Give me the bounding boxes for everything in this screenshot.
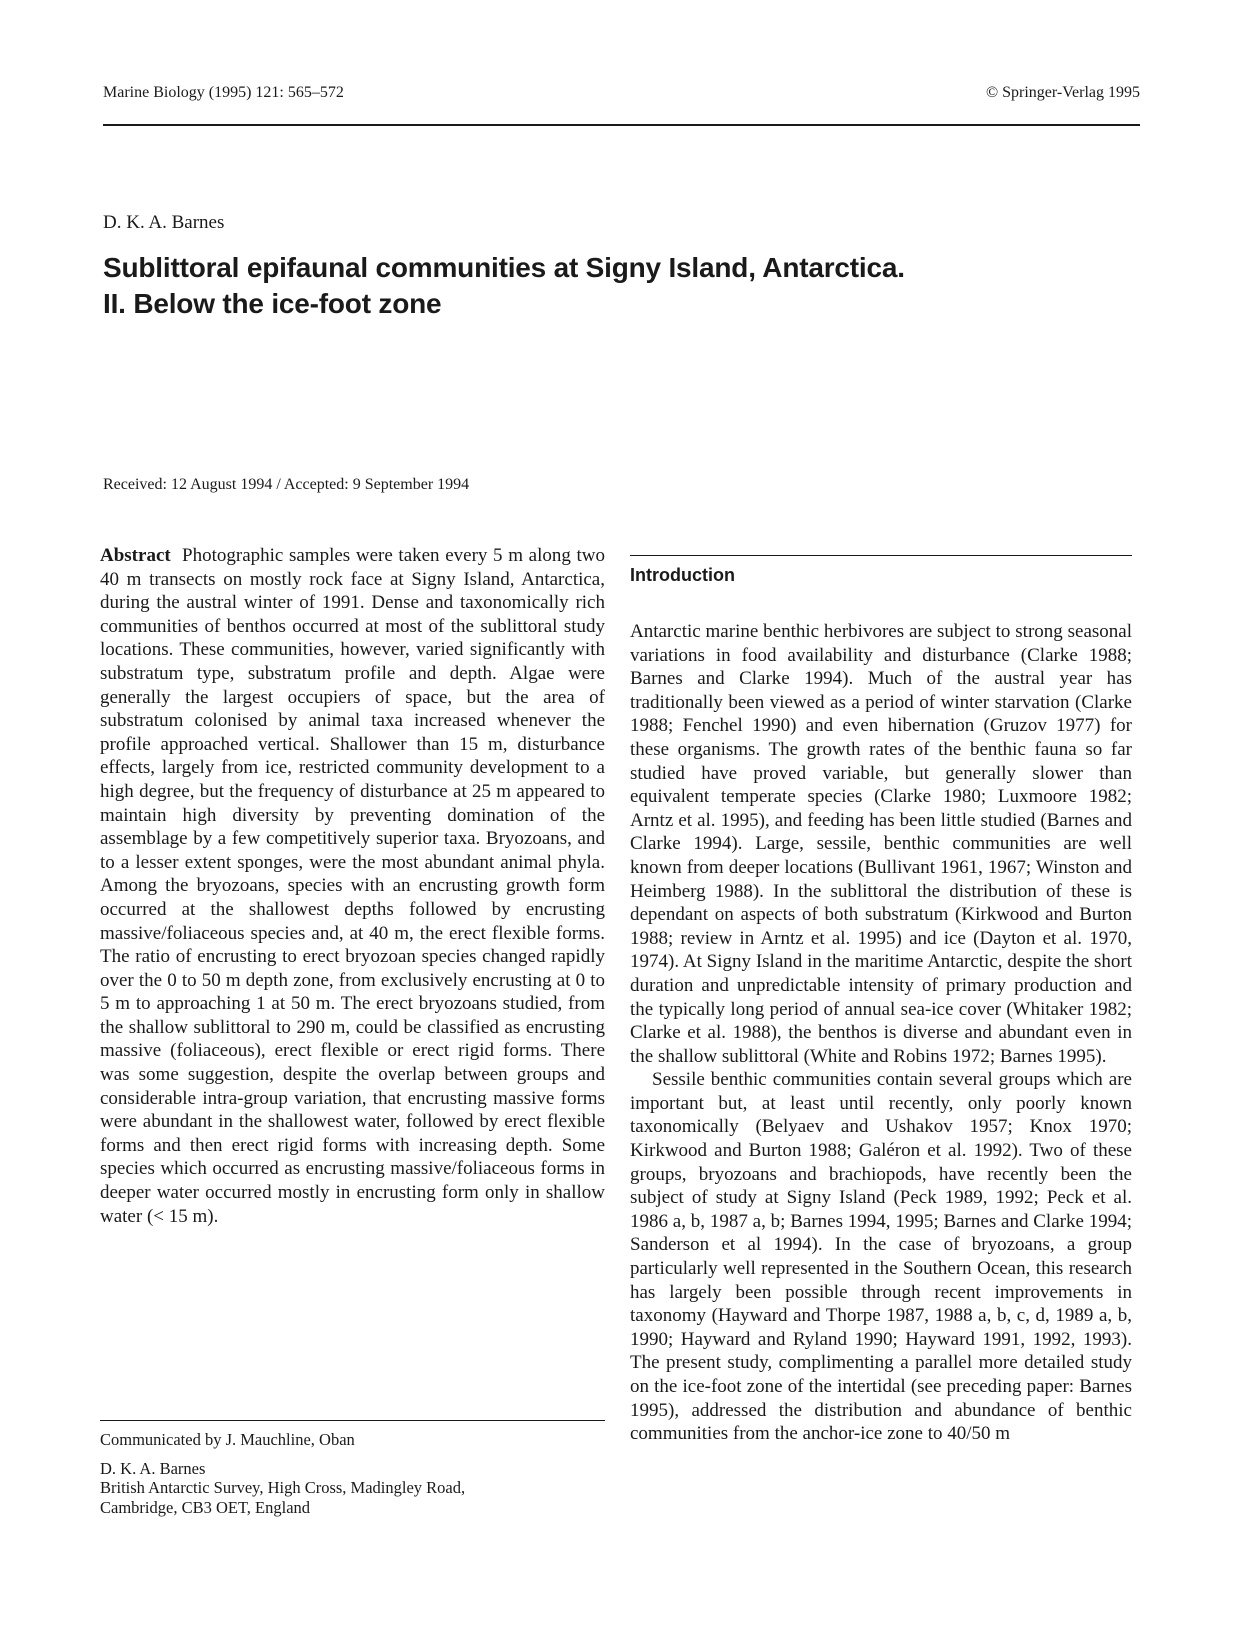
abstract-column — [100, 544, 605, 1228]
introduction-heading: Introduction — [630, 565, 735, 585]
copyright-notice: © Springer-Verlag 1995 — [985, 84, 1140, 101]
footnotes — [100, 1430, 605, 1517]
running-head — [103, 84, 1140, 108]
header-rule — [103, 124, 1140, 126]
article-title — [103, 250, 1143, 322]
address-line-2: Cambridge, CB3 OET, England — [100, 1497, 311, 1517]
introduction-column — [630, 620, 1132, 1446]
communicated-by: Communicated by J. Mauchline, Oban — [100, 1430, 355, 1449]
article-title-line-1: Sublittoral epifaunal communities at Signy Island, Antarctica. — [103, 252, 905, 283]
abstract-paragraph — [100, 544, 605, 1228]
introduction-rule — [630, 555, 1132, 556]
introduction-paragraph-2: Sessile benthic communities contain several groups which are important but, at least until recently, only poorly known taxonomically (Belyaev and Ushakov 1957; Knox 1970; Kirkwood and Burton 1988; Galéron et al. 1992). Two of these groups, bryozoans and brachiopods, have recently been the subject of study at Signy Island (Peck 1989, 1992; Peck et al. 1986 a, b, 1987 a, b; Barnes 1994, 1995; Barnes and Clarke 1994; Sanderson et al 1994). In the case of bryozoans, a group particularly well represented in the Southern Ocean, this research has largely been possible through recent improvements in taxonomy (Hayward and Thorpe 1987, 1988 a, b, c, d, 1989 a, b, 1990; Hayward and Ryland 1990; Hayward 1991, 1992, 1993). The present study, complimenting a parallel more detailed study on the ice-foot zone of the intertidal (see preceding paper: Barnes 1995), addressed the distribution and abundance of benthic communities from the anchor-ice zone to 40/50 m — [630, 1069, 1132, 1445]
address-line-1: British Antarctic Survey, High Cross, Madingley Road, — [100, 1478, 466, 1497]
introduction-paragraph-1: Antarctic marine benthic herbivores are subject to strong seasonal variations in food availability and disturbance (Clarke 1988; Barnes and Clarke 1994). Much of the austral year has traditionally been viewed as a period of winter starvation (Clarke 1988; Fenchel 1990) and even hibernation (Gruzov 1977) for these organisms. The growth rates of the benthic fauna so far studied have proved variable, but generally slower than equivalent temperate species (Clarke 1980; Luxmoore 1982; Arntz et al. 1995), and feeding has been little studied (Barnes and Clarke 1994). Large, sessile, benthic communities are well known from deeper locations (Bullivant 1961, 1967; Winston and Heimberg 1988). In the sublittoral the distribution of these is dependant on aspects of both substratum (Kirkwood and Burton 1988; review in Arntz et al. 1995) and ice (Dayton et al. 1970, 1974). At Signy Island in the maritime Antarctic, despite the short duration and unpredictable intensity of primary production and the typically long period of annual sea-ice cover (Whitaker 1982; Clarke et al. 1988), the benthos is diverse and abundant even in the shallow sublittoral (White and Robins 1972; Barnes 1995). — [630, 621, 1132, 1067]
correspondence-author: D. K. A. Barnes — [100, 1458, 206, 1478]
abstract-label: Abstract — [100, 545, 171, 566]
article-title-line-2: II. Below the ice-foot zone — [103, 288, 442, 319]
journal-citation: Marine Biology (1995) 121: 565–572 — [103, 84, 344, 101]
author-name: D. K. A. Barnes — [103, 212, 225, 233]
abstract-text: Photographic samples were taken every 5 m along two 40 m transects on mostly rock face at Signy Island, Antarctica, during the austral winter of 1991. Dense and taxonomically rich communities of benthos occurred at most of the sublittoral study locations. These communities, however, varied significantly with substratum type, substratum profile and depth. Algae were generally the largest occupiers of space, but the area of substratum colonised by animal taxa increased whenever the profile approached vertical. Shallower than 15 m, disturbance effects, largely from ice, restricted community development to a high degree, but the frequency of disturbance at 25 m appeared to maintain high diversity by preventing domination of the assemblage by a few competitively superior taxa. Bryozoans, and to a lesser extent sponges, were the most abundant animal phyla. Among the bryozoans, species with an encrusting growth form occurred at the shallowest depths followed by encrusting massive/foliaceous species and, at 40 m, the erect flexible forms. The ratio of encrusting to erect bryozoan species changed rapidly over the 0 to 50 m depth zone, from exclusively encrusting at 0 to 5 m to approaching 1 at 50 m. The erect bryozoans studied, from the shallow sublittoral to 290 m, could be classified as encrusting massive (foliaceous), erect flexible or erect rigid forms. There was some suggestion, despite the overlap between groups and considerable intra-group variation, that encrusting massive forms were abundant in the shallowest water, followed by erect flexible forms and then erect rigid forms with increasing depth. Some species which occurred as encrusting massive/foliaceous forms in deeper water occurred mostly in encrusting form only in shallow water (< 15 m). — [100, 545, 606, 1227]
footnote-rule — [100, 1420, 605, 1421]
received-accepted-dates: Received: 12 August 1994 / Accepted: 9 September 1994 — [103, 476, 470, 493]
